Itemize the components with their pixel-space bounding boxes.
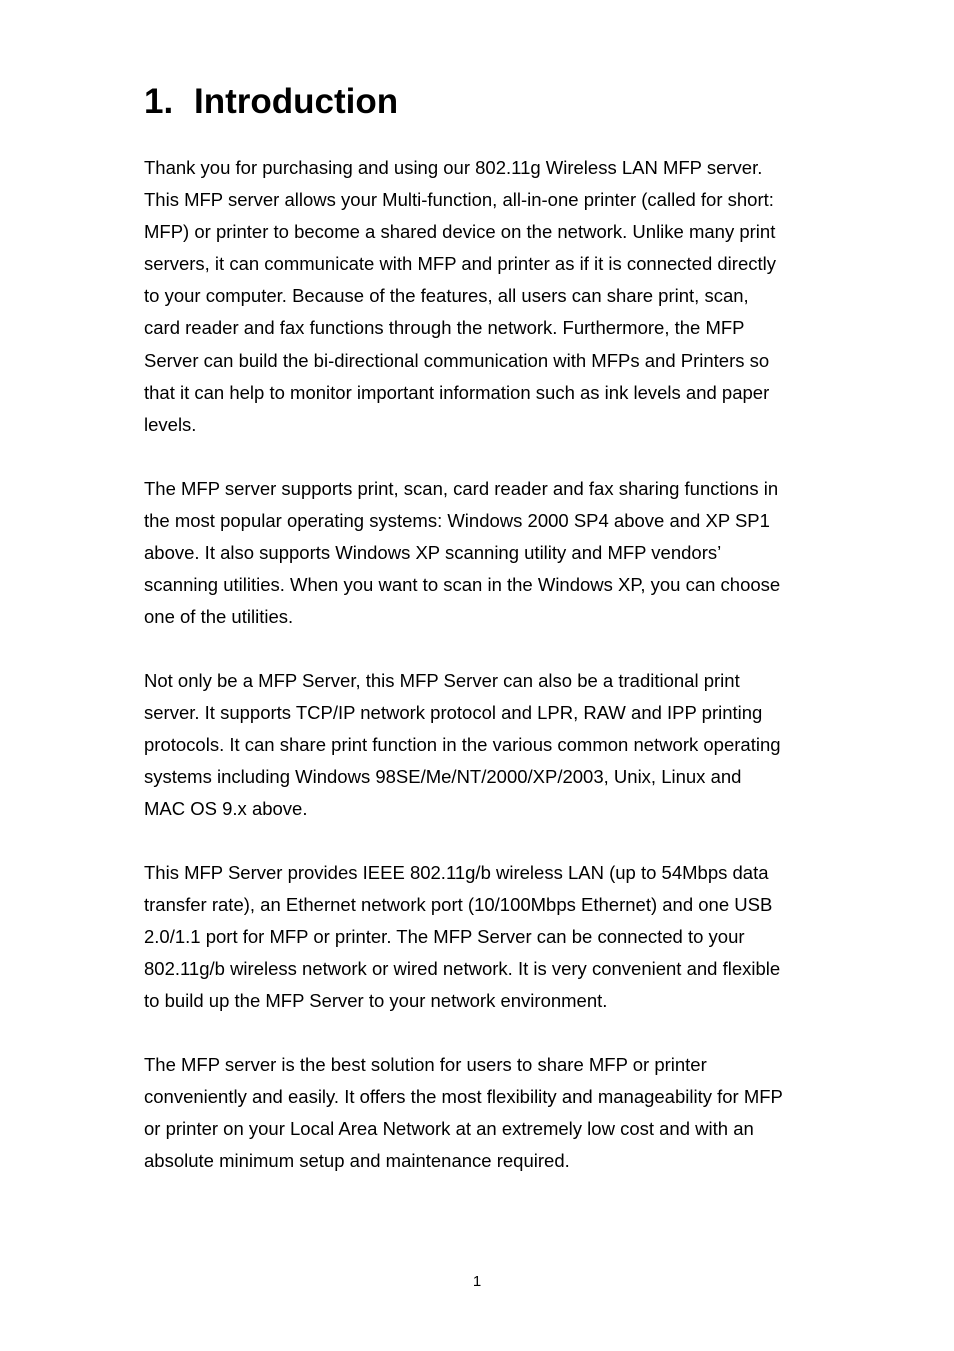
paragraph-summary <box>144 1049 824 1177</box>
paragraph-line: protocols. It can share print function in the various common network operating <box>144 734 781 756</box>
paragraph-connectivity <box>144 857 824 1017</box>
paragraph-line: one of the utilities. <box>144 606 294 628</box>
paragraph-line: This MFP server allows your Multi-function, all-in-one printer (called for short: <box>144 189 774 211</box>
paragraph-overview <box>144 152 824 441</box>
paragraph-print-server <box>144 665 824 825</box>
section-number: 1. <box>144 82 174 121</box>
paragraph-line: MAC OS 9.x above. <box>144 798 308 820</box>
paragraph-line: 2.0/1.1 port for MFP or printer. The MFP Server can be connected to your <box>144 926 745 948</box>
paragraph-line: or printer on your Local Area Network at an extremely low cost and with an <box>144 1118 754 1140</box>
paragraph-line: servers, it can communicate with MFP and printer as if it is connected directly <box>144 253 776 275</box>
paragraph-line: server. It supports TCP/IP network protocol and LPR, RAW and IPP printing <box>144 702 763 724</box>
paragraph-line: The MFP server is the best solution for users to share MFP or printer <box>144 1054 707 1075</box>
paragraph-line: This MFP Server provides IEEE 802.11g/b wireless LAN (up to 54Mbps data <box>144 862 769 883</box>
paragraph-line: to build up the MFP Server to your network environment. <box>144 990 608 1012</box>
paragraph-line: card reader and fax functions through the network. Furthermore, the MFP <box>144 317 745 339</box>
paragraph-line: to your computer. Because of the features, all users can share print, scan, <box>144 285 749 307</box>
paragraph-line: conveniently and easily. It offers the most flexibility and manageability for MFP <box>144 1086 783 1108</box>
page-number: 1 <box>472 1273 482 1290</box>
paragraph-line: Not only be a MFP Server, this MFP Server can also be a traditional print <box>144 670 740 691</box>
paragraph-line: The MFP server supports print, scan, card reader and fax sharing functions in <box>144 478 779 499</box>
paragraph-line: levels. <box>144 413 197 435</box>
paragraph-line: scanning utilities. When you want to scan in the Windows XP, you can choose <box>144 574 781 596</box>
paragraph-line: the most popular operating systems: Windows 2000 SP4 above and XP SP1 <box>144 510 770 532</box>
paragraph-line: MFP) or printer to become a shared device on the network. Unlike many print <box>144 221 776 243</box>
paragraph-line: that it can help to monitor important information such as ink levels and paper <box>144 381 770 403</box>
paragraph-line: Server can build the bi-directional communication with MFPs and Printers so <box>144 349 770 371</box>
paragraph-os-support <box>144 473 824 633</box>
section-title: Introduction <box>194 82 399 121</box>
paragraph-line: absolute minimum setup and maintenance required. <box>144 1150 570 1172</box>
paragraph-line: systems including Windows 98SE/Me/NT/2000/XP/2003, Unix, Linux and <box>144 766 742 788</box>
paragraph-line: transfer rate), an Ethernet network port (10/100Mbps Ethernet) and one USB <box>144 894 773 916</box>
section-heading <box>144 80 398 124</box>
paragraph-line: Thank you for purchasing and using our 802.11g Wireless LAN MFP server. <box>144 157 763 178</box>
paragraph-line: above. It also supports Windows XP scanning utility and MFP vendors’ <box>144 542 722 564</box>
paragraph-line: 802.11g/b wireless network or wired network. It is very convenient and flexible <box>144 958 781 980</box>
